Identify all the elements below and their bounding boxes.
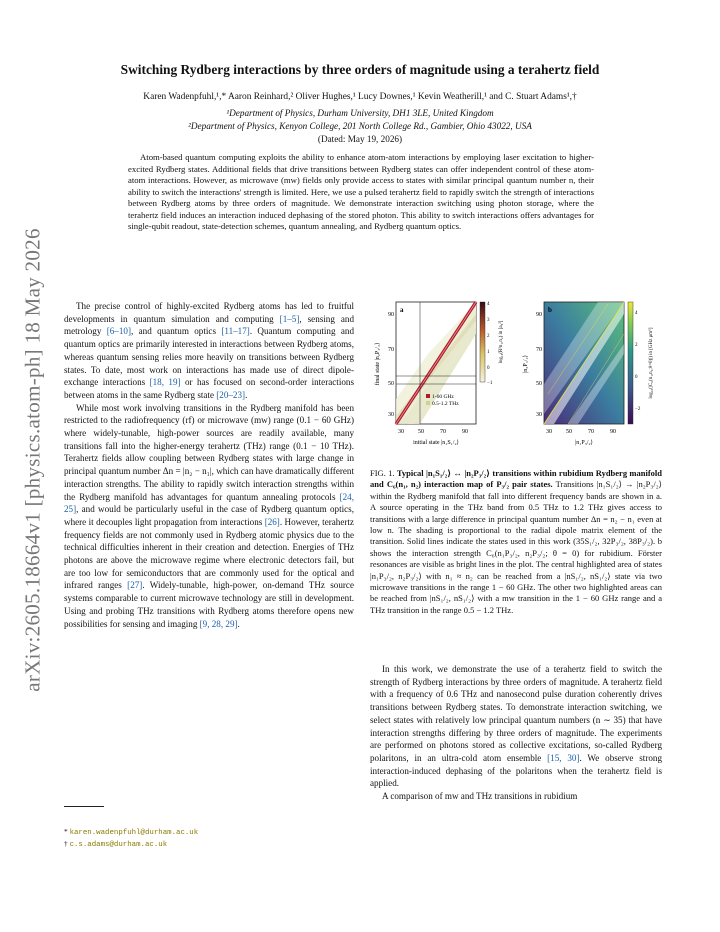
author-list: Karen Wadenpfuhl,¹,* Aaron Reinhard,² Oliver Hughes,¹ Lucy Downes,¹ Kevin Weatherill,¹ and C. Stuart Adams¹,†: [143, 92, 577, 102]
tick-y: 70: [536, 347, 542, 353]
axis-label-y: |n₂P₃/₂⟩: [523, 355, 529, 373]
paragraph-text: . We observe strong interaction-induced dephasing of the polaritons when the terahertz field is applied.: [370, 752, 662, 789]
paragraph-text: , and quantum optics: [130, 326, 222, 337]
figure-1: [368, 294, 664, 454]
caption-text: Transitions |n₁S₁/₂⟩ → |n₂P₃/₂⟩ within the Rydberg manifold that fall into different frequency bands are shown in a. A source operating in the THz band from 0.5 THz to 1.2 THz gives access to transitions with a large difference in principal quantum number Δn = n₂ − n₁ even at low n. The shading is proportional to the radial dipole matrix element of the transition. Solid lines indicate the states used in this work (35S₁/₂, 32P₃/₂, 38P₃/₂). b shows the interaction strength C₆(n₁P₃/₂, n₂P₃/₂; θ = 0) for rubidium. Förster resonances are visible as bright lines in the plot. The central highlighted area of states |n₁P₃/₂, n₂P₃/₂⟩ with n₁ ≈ n₂ can be reached from a |nS₁/₂, nS₁/₂⟩ state via two microwave transitions in the range 1 − 60 GHz. The other two highlighted areas can be reached from |nS₁/₂, nS₁/₂⟩ with a mw transition in the 1 − 60 GHz range and a THz transition in the range 0.5 − 1.2 THz.: [370, 479, 662, 615]
abstract: Atom-based quantum computing exploits the ability to enhance atom-atom interactions by employing laser excitation to higher-excited Rydberg states. Additional fields that drive transitions between Rydberg states can offer independent control of these atom-atom interactions. However, as microwave (mw) fields only provide access to states with similar principal quantum number n, their ability to switch the interactions' strength is limited. Here, we use a pulsed terahertz field to rapidly switch the strength of interactions between Rydberg atoms by three orders of magnitude. We demonstrate interaction switching using photon storage, where the terahertz field induces an interaction induced dephasing of the stored photon. This ability to switch interactions offers advantages for single-qubit readout, state-detection schemes, quantum annealing, and Rydberg quantum optics.: [128, 152, 594, 231]
paper-title: Switching Rydberg interactions by three orders of magnitude using a terahertz field: [120, 62, 600, 77]
citation-link[interactable]: [15, 30]: [547, 752, 580, 763]
citation-link[interactable]: [18, 19]: [149, 377, 181, 388]
tick-x: 50: [566, 429, 572, 435]
colorbar-tick: 0: [635, 375, 638, 380]
footnote-rule: [64, 806, 104, 807]
tick-x: 50: [418, 429, 424, 435]
tick-y: 30: [388, 412, 394, 418]
colorbar-tick: 0: [487, 366, 490, 371]
tick-x: 90: [610, 429, 616, 435]
paragraph-text: A comparison of mw and THz transitions in rubidium: [382, 791, 578, 802]
citation-link[interactable]: [6–10]: [106, 326, 131, 337]
panel-a: [374, 302, 504, 446]
legend-swatch-thz: [426, 401, 430, 405]
right-column: [370, 663, 662, 803]
caption-prefix: FIG. 1.: [370, 468, 395, 478]
axis-label-x: initial state |n₁S₁/₂⟩: [413, 440, 459, 446]
figure-caption: [370, 468, 662, 616]
footnote-mark: †: [64, 839, 68, 848]
colorbar-b: [628, 302, 633, 424]
colorbar-label-b: log₁₀(|C₆(n₁,n₂;θ=0)|) in [GHz μm⁶]: [649, 327, 654, 399]
citation-link[interactable]: [1–5]: [279, 313, 300, 324]
email-link[interactable]: karen.wadenpfuhl@durham.ac.uk: [69, 829, 199, 837]
paragraph-text: While most work involving transitions in the Rydberg manifold has been restricted to the radiofrequency (rf) or microwave (mw) range (0.1 − 60 GHz) where widely-tunable, high-power sources are readily available, many transitions fall into the higher-energy terahertz (THz) range (0.1 − 10 THz). Terahertz fields allow coupling between Rydberg states with large change in principal quantum number Δn = |n₂ − n₁|, which can have dramatically different interaction strengths. The ability to rapidly switch interaction strengths within the Rydberg manifold has advantages for quantum annealing protocols: [64, 402, 354, 502]
panel-a-label: a: [400, 306, 404, 314]
footnote-corresponding-2: [64, 839, 167, 849]
affiliation-durham: ¹Department of Physics, Durham University, DH1 3LE, United Kingdom: [226, 108, 494, 118]
tick-y: 70: [388, 347, 394, 353]
tick-y: 90: [536, 312, 542, 318]
citation-link[interactable]: [24, 25]: [64, 491, 354, 515]
paragraph-text: , sensing and metrology: [64, 313, 355, 337]
footnote-corresponding-1: [64, 827, 198, 837]
tick-y: 50: [388, 381, 394, 387]
axis-label-y: final state |n₂P₃/₂⟩: [375, 342, 381, 386]
tick-x: 70: [588, 429, 594, 435]
paragraph: [370, 790, 662, 803]
email-link[interactable]: c.s.adams@durham.ac.uk: [69, 841, 168, 849]
colorbar-label-a: log₁₀(R²n₁,n₂) in [a₀²]: [499, 320, 504, 364]
citation-link[interactable]: [9, 28, 29]: [199, 618, 238, 629]
panel-b: [522, 302, 654, 446]
tick-x: 70: [440, 429, 446, 435]
affiliation-kenyon: ²Department of Physics, Kenyon College, 201 North College Rd., Gambier, Ohio 43022, USA: [188, 121, 532, 131]
tick-y: 30: [536, 412, 542, 418]
paragraph-text: .: [245, 389, 248, 400]
paragraph-text: . However, terahertz frequency fields are not commonly used in Rydberg atomic physics due to the technical difficulties inherent in their creation and detection. Energies of THz photons are above the microwave regime where electronic detectors fail, but are too low for semiconductors that are commonly used for the optical and infrared ranges: [64, 516, 354, 591]
panel-b-label: b: [548, 306, 552, 314]
tick-x: 90: [462, 429, 468, 435]
colorbar-tick: −2: [635, 407, 641, 412]
caption-title: Typical |n₁S₁/₂⟩ ↔ |n₂P₃/₂⟩ transitions within rubidium Rydberg manifold and C₆(n₁, n₂) interaction map of P₃/₂ pair states.: [370, 468, 663, 490]
paragraph: [64, 300, 354, 402]
colorbar-a: [480, 302, 485, 382]
colorbar-tick: 3: [487, 318, 490, 323]
paragraph: [370, 663, 662, 790]
arxiv-identifier: arXiv:2605.18664v1 [physics.atom-ph] 18 May 2026: [20, 228, 45, 692]
paragraph-text: In this work, we demonstrate the use of a terahertz field to switch the strength of Rydberg interactions by three orders of magnitude. A terahertz field with a frequency of 0.6 THz and nanosecond pulse duration coherently drives transitions between Rydberg states. To demonstrate interaction switching, we select states with relatively low principal quantum numbers (n ∼ 35) that have interaction strengths differing by three orders of magnitude. The experiments are performed on photons stored as collective excitations, so-called Rydberg polaritons, in an ultra-cold atom ensemble: [370, 664, 662, 763]
paragraph-text: or has focused on second-order interactions between atoms in the same Rydberg state: [64, 377, 354, 400]
colorbar-tick: 1: [487, 350, 490, 355]
left-column: [64, 300, 354, 630]
arxiv-sidebar: [8, 200, 58, 720]
paragraph: [64, 402, 354, 631]
tick-x: 30: [398, 429, 404, 435]
legend-swatch-mw: [426, 394, 430, 398]
legend-mw: 1-60 GHz: [432, 394, 454, 400]
footnote-mark: *: [64, 827, 68, 836]
colorbar-tick: 4: [487, 302, 490, 307]
tick-y: 50: [536, 381, 542, 387]
colorbar-tick: 2: [487, 334, 490, 339]
paragraph-text: . Widely-tunable, high-power, on-demand THz source systems comparable to current microwave technology are still in development. Using and probing THz transitions with Rydberg atoms therefore opens new possibilities for sensing and imaging: [64, 580, 354, 629]
citation-link[interactable]: [27]: [127, 580, 143, 591]
colorbar-tick: 2: [635, 343, 638, 348]
paragraph-text: . Quantum computing and quantum optics are primarily interested in interactions between Rydberg atoms, whereas quantum sensing relies more heavily on transitions between Rydberg states. To date, most work on interactions has made use of direct dipole-exchange interactions: [64, 326, 355, 388]
tick-y: 90: [388, 312, 394, 318]
paragraph-text: The precise control of highly-excited Rydberg atoms has led to fruitful developments in quantum simulation and computing: [64, 301, 354, 324]
axis-label-x: |n₁P₃/₂⟩: [575, 440, 593, 446]
date-line: (Dated: May 19, 2026): [317, 134, 403, 144]
citation-link[interactable]: [20–23]: [216, 389, 246, 400]
citation-link[interactable]: [26]: [264, 516, 280, 527]
legend-thz: 0.5-1.2 THz: [432, 401, 459, 407]
colorbar-tick: −1: [487, 381, 493, 386]
paragraph-text: , and would be particularly useful in the case of Rydberg quantum optics, where it decouples light propagation from interactions: [64, 504, 354, 527]
citation-link[interactable]: [11–17]: [221, 326, 250, 337]
colorbar-tick: 4: [635, 311, 638, 316]
paragraph-text: .: [237, 618, 240, 629]
tick-x: 30: [546, 429, 552, 435]
